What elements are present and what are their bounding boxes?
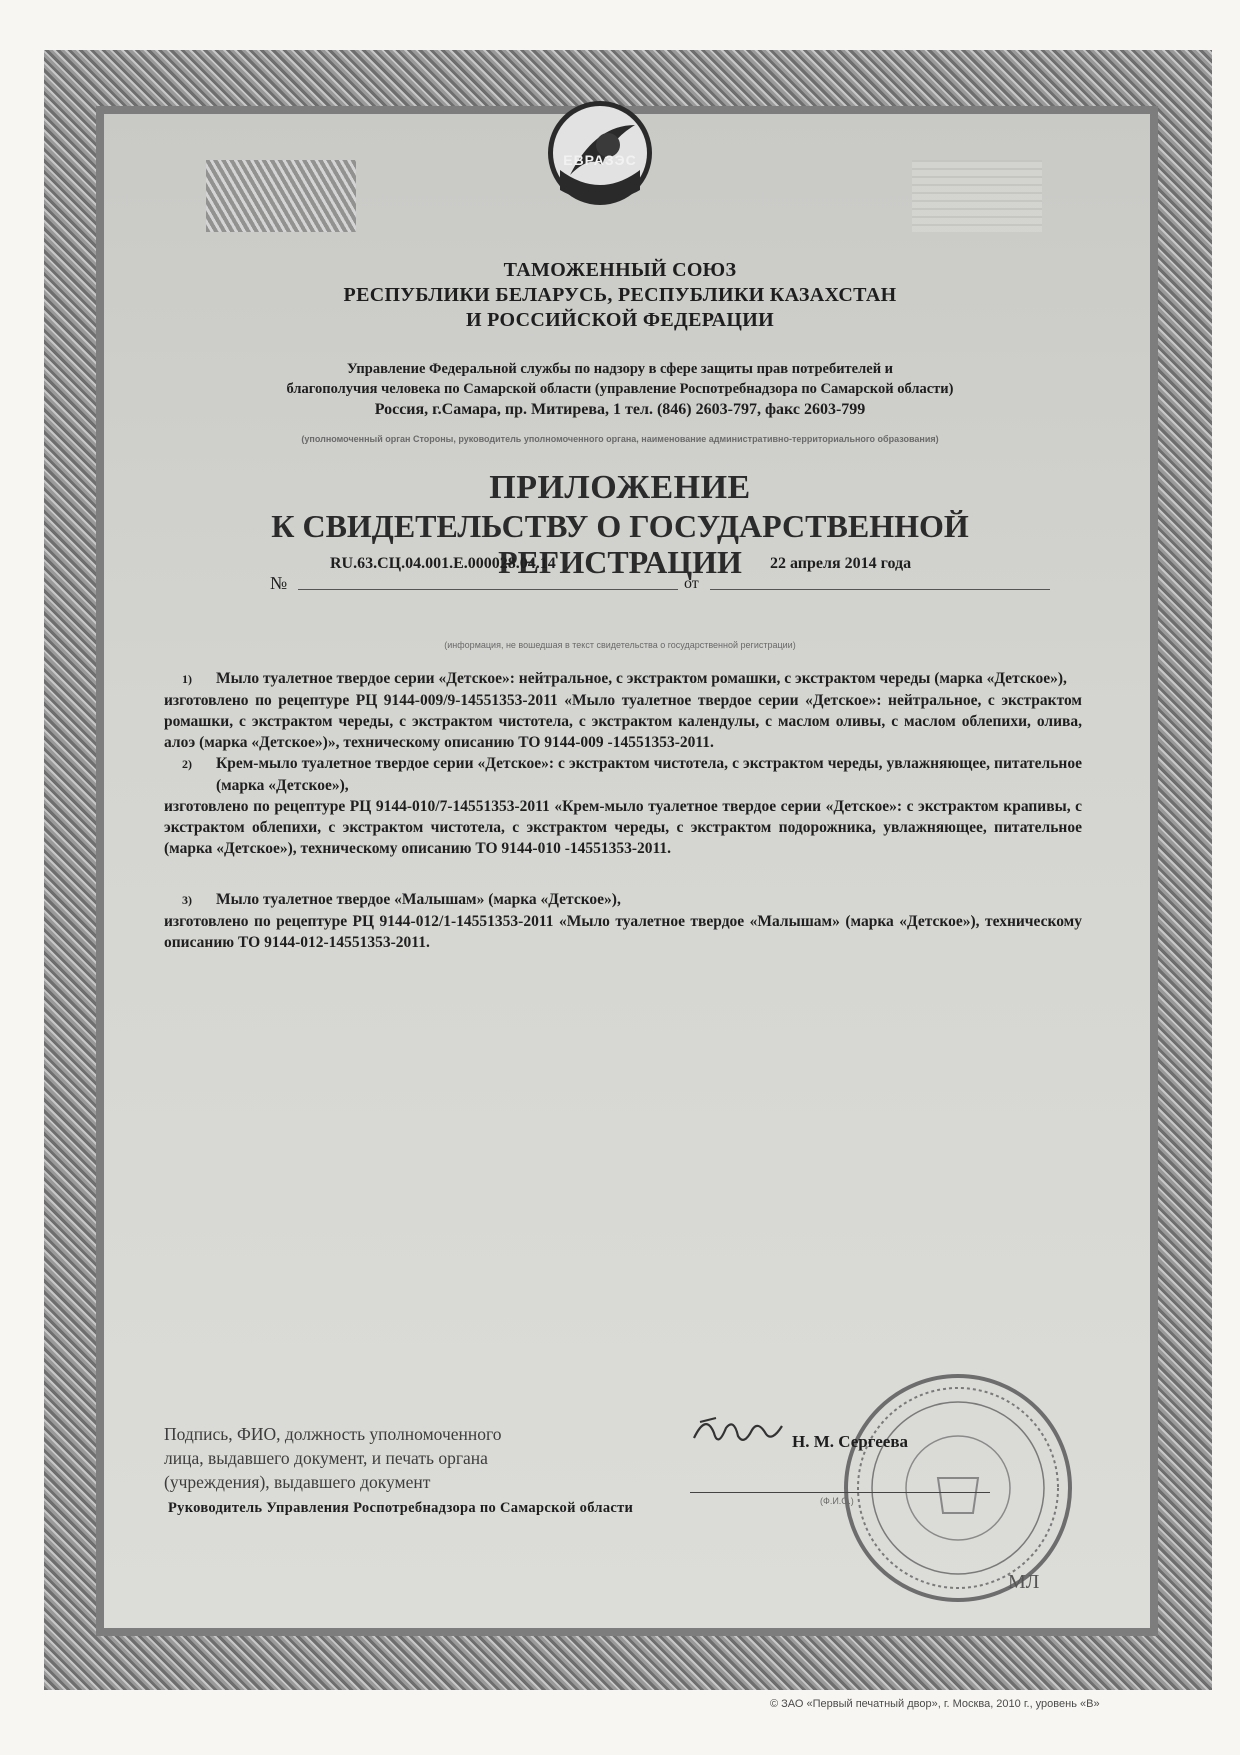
item-number: 1) bbox=[182, 672, 192, 686]
stamp-text: МЛ bbox=[1008, 1571, 1040, 1593]
document-title: ПРИЛОЖЕНИЕ bbox=[489, 469, 751, 506]
item-number: 2) bbox=[182, 757, 192, 771]
handwritten-signature bbox=[686, 1408, 786, 1458]
document-subtitle: К СВИДЕТЕЛЬСТВУ О ГОСУДАРСТВЕННОЙ РЕГИСТРАЦИИ bbox=[271, 508, 969, 580]
emblem-label: ЕВРАЗЭС bbox=[563, 152, 637, 168]
security-pattern bbox=[206, 160, 356, 232]
date-label: от bbox=[684, 575, 699, 592]
list-item bbox=[164, 753, 1082, 796]
registration-date: 22 апреля 2014 года bbox=[770, 555, 912, 572]
issuing-agency bbox=[150, 359, 1090, 449]
union-title-line: И РОССИЙСКОЙ ФЕДЕРАЦИИ bbox=[465, 309, 774, 331]
number-underline bbox=[298, 589, 678, 590]
item-head: Мыло туалетное твердое серии «Детское»: нейтральное, с экстрактом ромашки, с экстрактом череды (марка «Детское»), bbox=[216, 670, 1067, 687]
signatory-name: Н. М. Сергеева bbox=[792, 1432, 909, 1451]
registration-row bbox=[270, 555, 1070, 595]
registration-number: RU.63.СЦ.04.001.Е.000028.04.14 bbox=[330, 555, 556, 572]
signature-label-line: Подпись, ФИО, должность уполномоченного bbox=[164, 1424, 502, 1444]
union-title-line: ТАМОЖЕННЫЙ СОЮЗ bbox=[503, 259, 737, 281]
agency-caption: (уполномоченный орган Стороны, руководитель уполномоченного органа, наименование административно-территориального образования) bbox=[301, 434, 939, 444]
product-list bbox=[164, 668, 1082, 953]
signature-label-line: лица, выдавшего документ, и печать органа bbox=[164, 1448, 488, 1468]
agency-address: Россия, г.Самара, пр. Митирева, 1 тел. (846) 2603-797, факс 2603-799 bbox=[374, 401, 866, 418]
list-item bbox=[164, 668, 1082, 690]
printer-footer: © ЗАО «Первый печатный двор», г. Москва, 2010 г., уровень «В» bbox=[770, 1698, 1100, 1710]
item-body: изготовлено по рецептуре РЦ 9144-009/9-14551353-2011 «Мыло туалетное твердое серии «Детское»: нейтральное, с экстрактом ромашки, с экстрактом череды, с экстрактом чистотела, с экстрактом календулы, с маслом оливы, с маслом облепихи, олива, алоэ (марка «Детское»)», техническому описанию ТО 9144-009 -14551353-2011. bbox=[164, 692, 1082, 751]
item-head: Мыло туалетное твердое «Малышам» (марка «Детское»), bbox=[216, 891, 621, 908]
signature-underline bbox=[690, 1492, 990, 1493]
date-underline bbox=[710, 589, 1050, 590]
item-head: Крем-мыло туалетное твердое серии «Детское»: с экстрактом чистотела, с экстрактом череды, увлажняющее, питательное (марка «Детское»), bbox=[216, 755, 1082, 794]
signatory-position: Руководитель Управления Роспотребнадзора по Самарской области bbox=[168, 1500, 634, 1516]
item-body: изготовлено по рецептуре РЦ 9144-010/7-14551353-2011 «Крем-мыло туалетное твердое серии «Детское»: с экстрактом крапивы, с экстрактом облепихи, с экстрактом чистотела, с экстрактом череды, с экстрактом подорожника, увлажняющее, питательное (марка «Детское»), техническому описанию ТО 9144-010 -14551353-2011. bbox=[164, 798, 1082, 857]
official-seal bbox=[838, 1368, 1078, 1608]
fio-caption: (Ф.И.О.) bbox=[820, 1496, 854, 1506]
signature-label-line: (учреждения), выдавшего документ bbox=[164, 1472, 431, 1492]
item-body: изготовлено по рецептуре РЦ 9144-012/1-14551353-2011 «Мыло туалетное твердое «Малышам» (марка «Детское»), техническому описанию ТО 9144-012-14551353-2011. bbox=[164, 913, 1082, 951]
security-pattern-right bbox=[912, 160, 1042, 232]
registration-caption: (информация, не вошедшая в текст свидетельства о государственной регистрации) bbox=[444, 640, 796, 650]
number-label: № bbox=[270, 573, 288, 593]
union-title bbox=[150, 258, 1090, 333]
agency-line: благополучия человека по Самарской области (управление Роспотребнадзора по Самарской области) bbox=[286, 381, 954, 397]
agency-line: Управление Федеральной службы по надзору в сфере защиты прав потребителей и bbox=[346, 361, 894, 377]
item-number: 3) bbox=[182, 893, 192, 907]
signature-label bbox=[164, 1422, 664, 1494]
list-item bbox=[164, 889, 1082, 911]
union-title-line: РЕСПУБЛИКИ БЕЛАРУСЬ, РЕСПУБЛИКИ КАЗАХСТАН bbox=[343, 284, 897, 306]
